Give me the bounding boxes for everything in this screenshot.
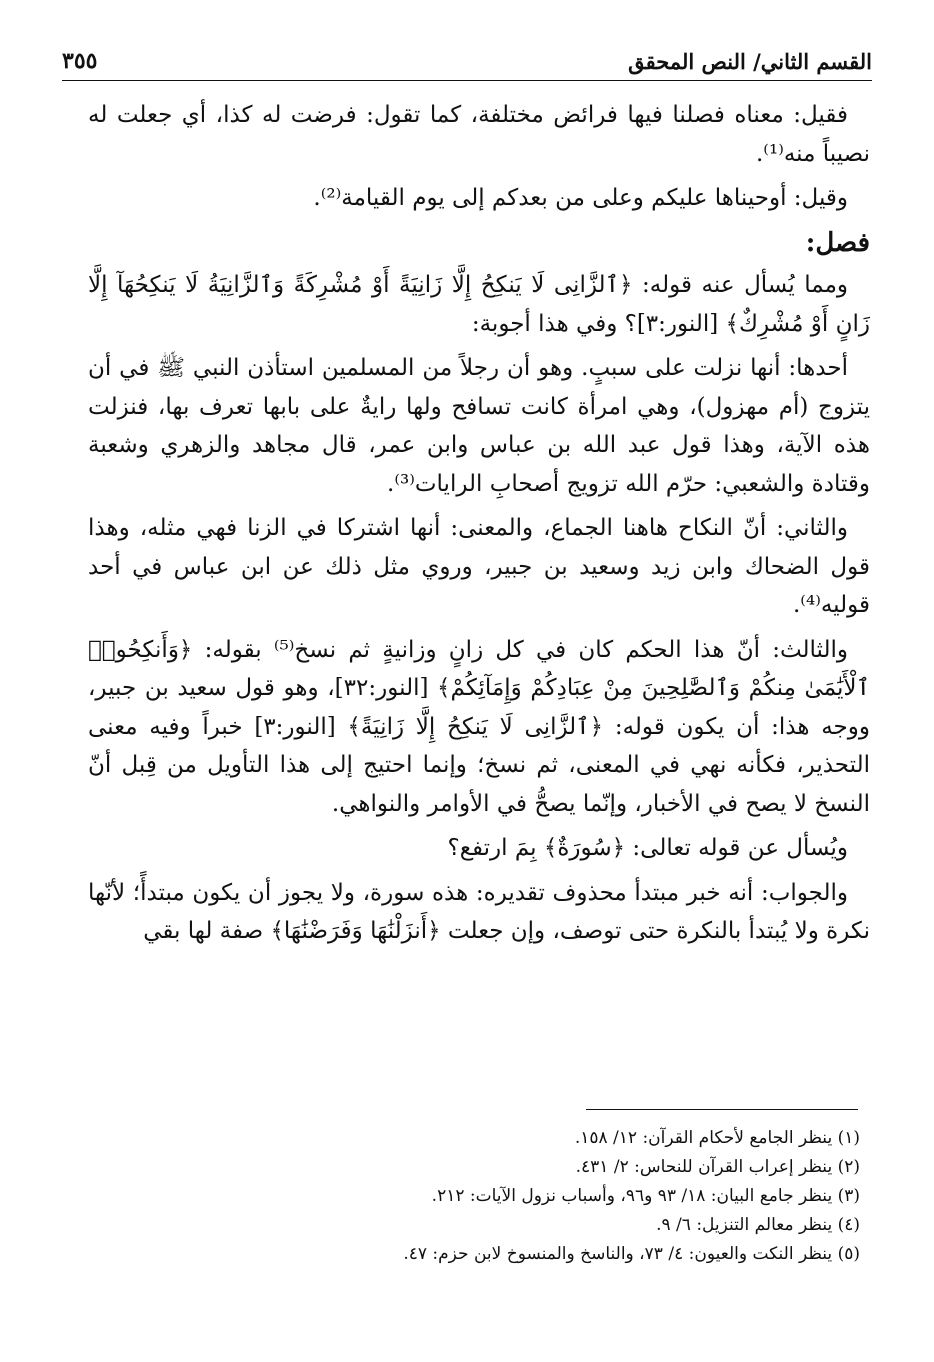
paragraph-2: وقيل: أوحيناها عليكم وعلى من بعدكم إلى يوم القيامة⁽²⁾. xyxy=(313,185,848,211)
footnotes xyxy=(88,1124,860,1269)
paragraph-question: ومما يُسأل عنه قوله: ﴿ٱلزَّانِى لَا يَنكِحُ إِلَّا زَانِيَةً أَوْ مُشْرِكَةً وَٱلزَّانِيَةُ لَا يَنكِحُهَآ إِلَّا زَانٍ أَوْ مُشْرِكٌ﴾ [النور:٣]؟ وفي هذا أجوبة: xyxy=(88,272,870,337)
paragraph-question-2: ويُسأل عن قوله تعالى: ﴿سُورَةٌ﴾ بِمَ ارتفع؟ xyxy=(447,835,848,861)
main-text xyxy=(88,96,870,957)
section-heading: فصل: xyxy=(805,227,870,258)
header-rule xyxy=(62,80,872,81)
section-title: القسم الثاني/ النص المحقق xyxy=(628,49,872,74)
paragraph-reply: والجواب: أنه خبر مبتدأ محذوف تقديره: هذه سورة، ولا يجوز أن يكون مبتدأً؛ لأنّها نكرة ولا يُبتدأ بالنكرة حتى توصف، وإن جعلت ﴿أَنزَلْنَٰهَا وَفَرَضْنَٰهَا﴾ صفة لها بقي xyxy=(88,879,870,944)
page-number: ٣٥٥ xyxy=(62,48,98,74)
paragraph-answer-2: والثاني: أنّ النكاح هاهنا الجماع، والمعنى: أنها اشتركا في الزنا فهي مثله، وهذا قول الضحاك وابن زيد وسعيد بن جبير، وروي مثل ذلك عن ابن عباس في أحد قوليه⁽⁴⁾. xyxy=(88,515,870,618)
footnote-1: (١) ينظر الجامع لأحكام القرآن: ١٢/ ١٥٨. xyxy=(574,1128,860,1148)
paragraph-1: فقيل: معناه فصلنا فيها فرائض مختلفة، كما تقول: فرضت له كذا، أي جعلت له نصيباً منه⁽¹⁾. xyxy=(88,102,870,167)
paragraph-answer-3: والثالث: أنّ هذا الحكم كان في كل زانٍ وزانيةٍ ثم نسخ⁽⁵⁾ بقوله: ﴿وَأَنكِحُوا۟ ٱلْأَيَٰمَىٰ مِنكُمْ وَٱلصَّٰلِحِينَ مِنْ عِبَادِكُمْ وَإِمَآئِكُمْ﴾ [النور:٣٢]، وهو قول سعيد بن جبير، ووجه هذا: أن يكون قوله: ﴿ٱلزَّانِى لَا يَنكِحُ إِلَّا زَانِيَةً﴾ [النور:٣] خبراً وفيه معنى التحذير، فكأنه نهي في المعنى، ثم نسخ؛ وإنما احتيج إلى هذا التأويل من قِبل أنّ النسخ لا يصح في الأخبار، وإنّما يصحُّ في الأوامر والنواهي. xyxy=(88,636,870,817)
running-header xyxy=(62,38,872,74)
footnote-5: (٥) ينظر النكت والعيون: ٤/ ٧٣، والناسخ والمنسوخ لابن حزم: ٤٧. xyxy=(403,1244,860,1264)
footnote-2: (٢) ينظر إعراب القرآن للنحاس: ٢/ ٤٣١. xyxy=(575,1157,860,1177)
paragraph-answer-1: أحدها: أنها نزلت على سببٍ. وهو أن رجلاً من المسلمين استأذن النبي ﷺ في أن يتزوج (أم مهزول)، وهي امرأة كانت تسافح ولها رايةٌ على بابها تعرف بها، فنزلت هذه الآية، وهذا قول عبد الله بن عباس وابن عمر، قال مجاهد والزهري وشعبة وقتادة والشعبي: حرّم الله تزويج أصحابِ الرايات⁽³⁾. xyxy=(88,355,870,497)
footnote-3: (٣) ينظر جامع البيان: ١٨/ ٩٣ و٩٦، وأسباب نزول الآيات: ٢١٢. xyxy=(431,1186,860,1206)
footnote-rule xyxy=(586,1109,858,1110)
footnote-4: (٤) ينظر معالم التنزيل: ٦/ ٩. xyxy=(656,1215,860,1235)
